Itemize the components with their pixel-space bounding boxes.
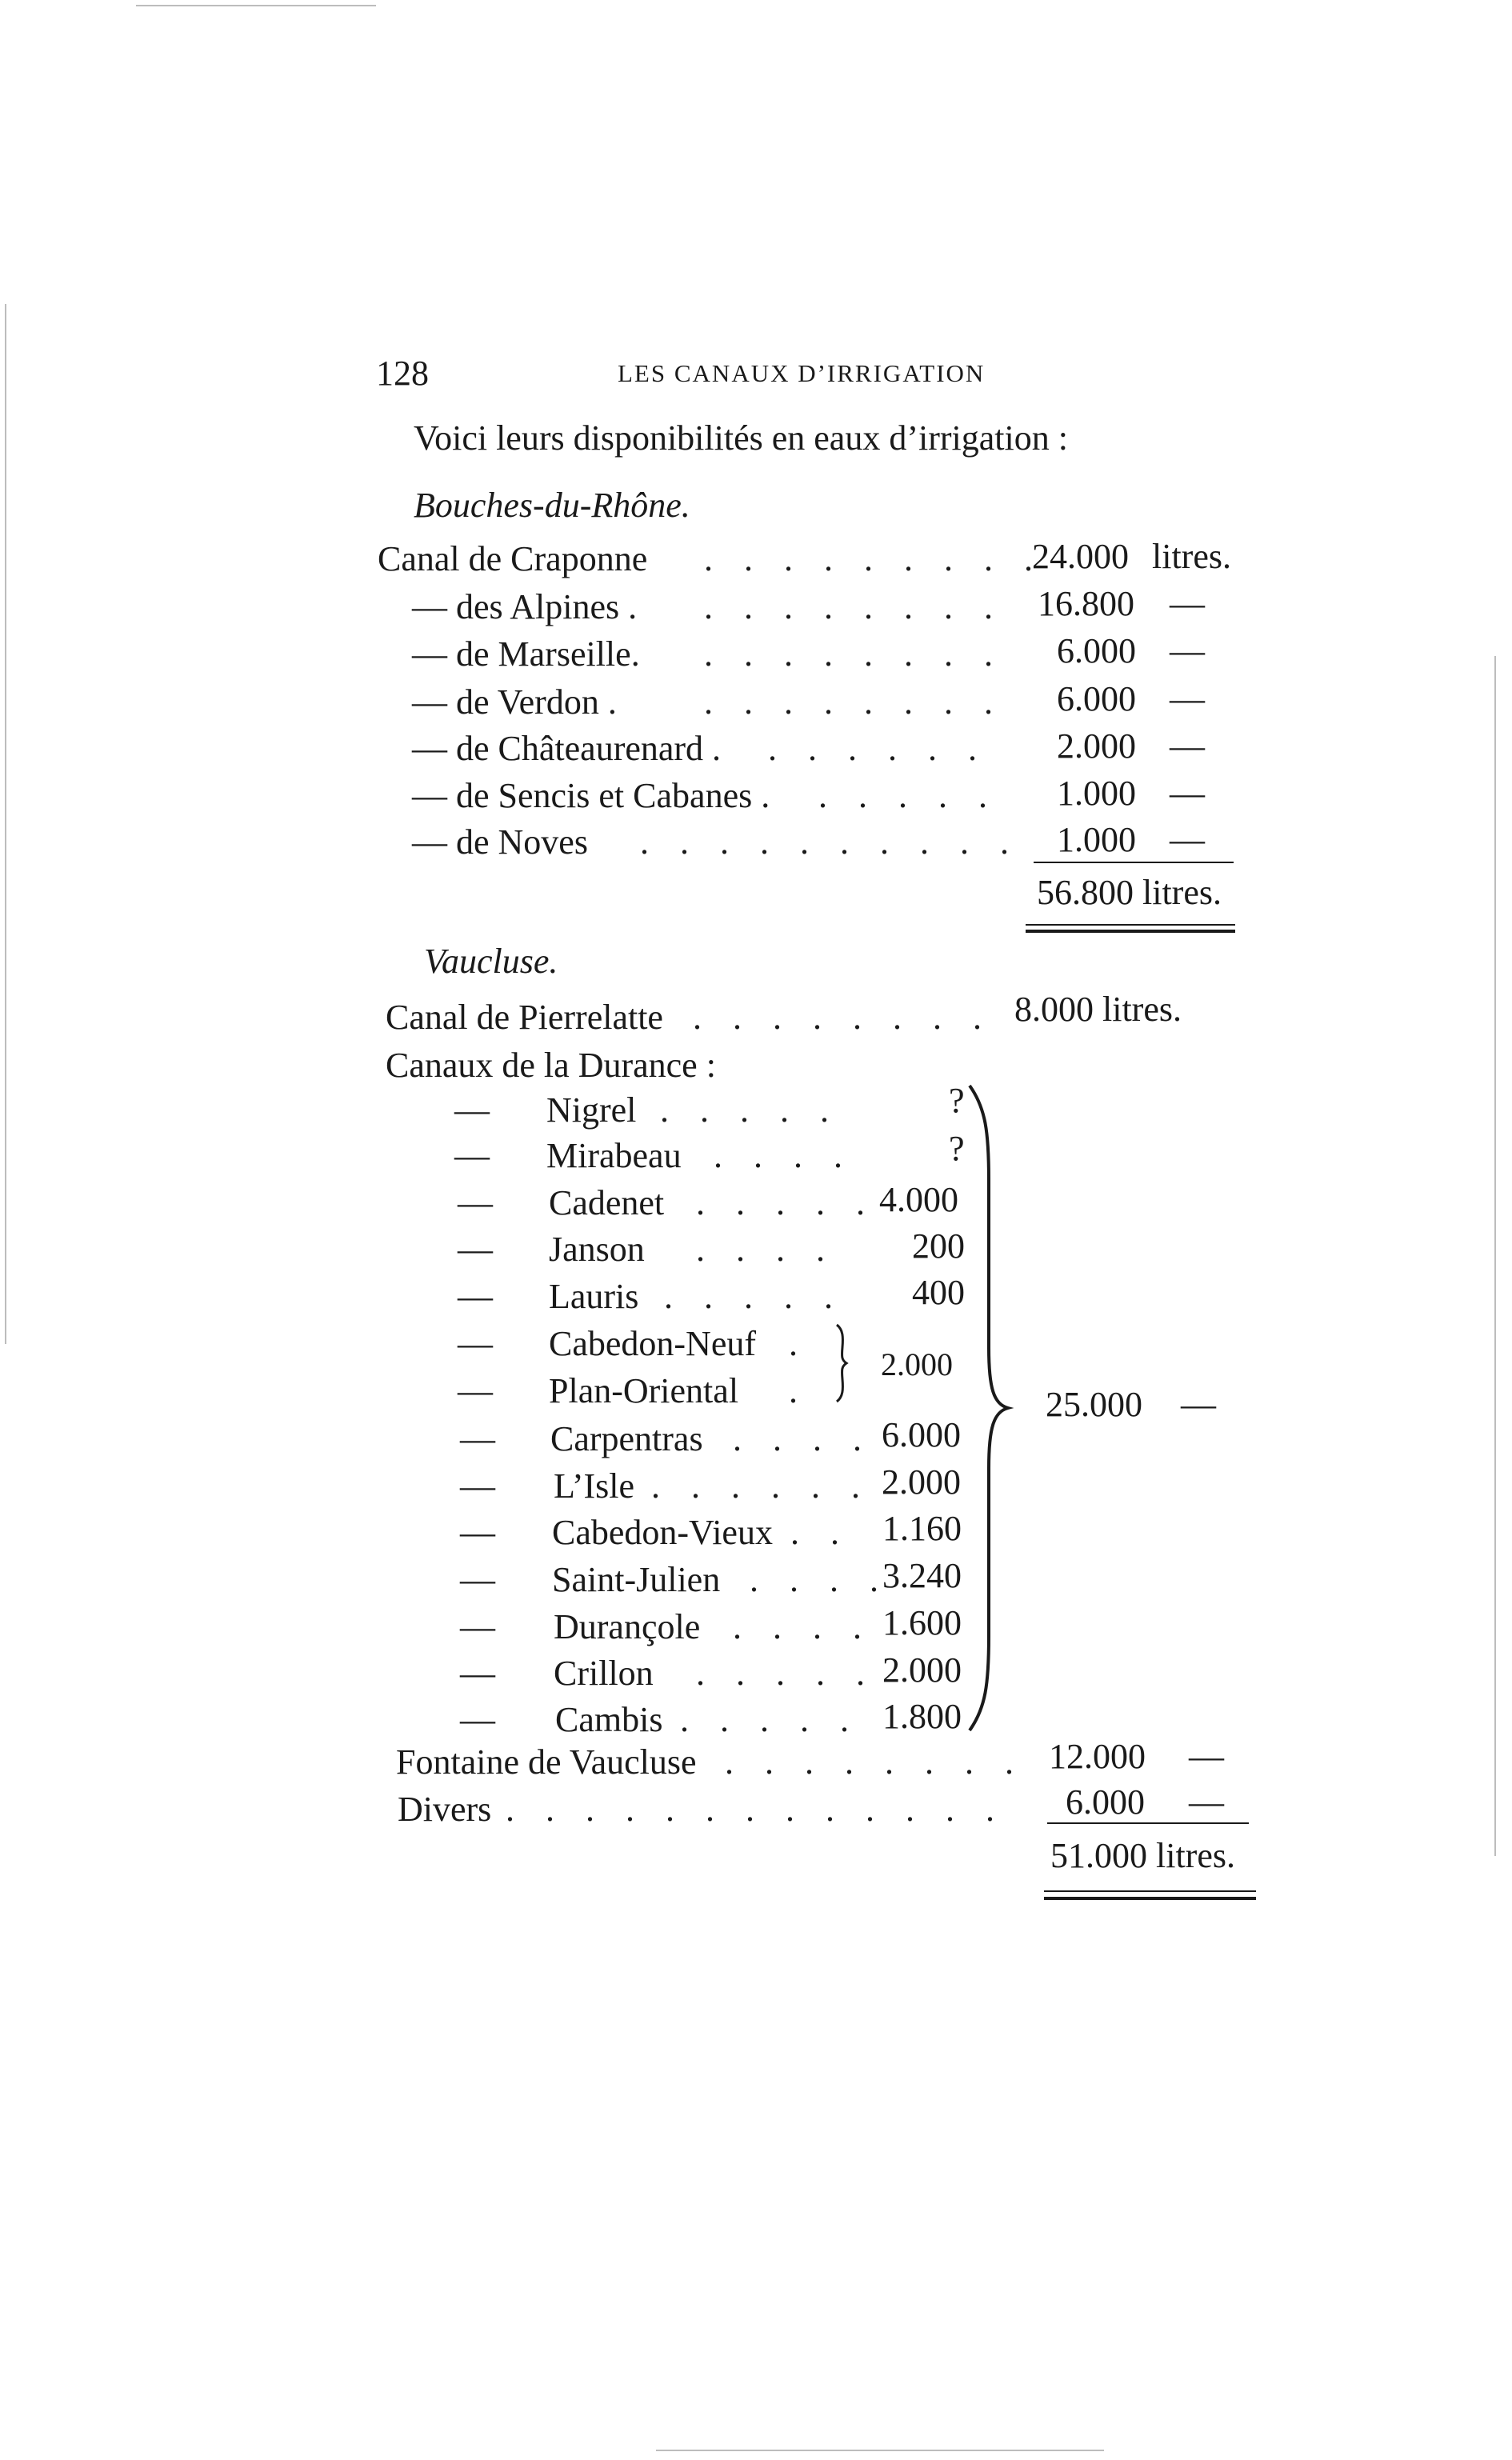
row-unit: litres.	[1152, 537, 1231, 576]
row-value: 1.800	[882, 1697, 962, 1736]
row-dash: —	[458, 1324, 493, 1363]
row-label: — des Alpines .	[412, 587, 638, 626]
leader-dots: . . . .	[714, 1136, 854, 1175]
row-label: Saint-Julien	[552, 1560, 721, 1599]
total-double-rule	[1026, 930, 1235, 933]
section-heading-vaucluse: Vaucluse.	[424, 942, 558, 981]
row-value: 2.000	[882, 1462, 961, 1502]
row-label: — de Marseille.	[412, 634, 640, 674]
row-unit: —	[1170, 820, 1205, 859]
row-label: — de Châteaurenard .	[412, 729, 722, 768]
leader-dots: . .	[790, 1513, 850, 1552]
total-double-rule	[1044, 1897, 1256, 1900]
leader-dots: . . . . . . . .	[704, 634, 1004, 674]
row-label: Fontaine de Vaucluse	[396, 1742, 697, 1782]
durance-heading: Canaux de la Durance :	[386, 1046, 716, 1085]
leader-dots: . . . . .	[696, 1183, 876, 1222]
leader-dots: . . . . .	[660, 1090, 840, 1130]
section-total: 56.800 litres.	[1037, 873, 1222, 912]
row-unit: —	[1170, 774, 1205, 813]
row-label: Carpentras	[550, 1419, 703, 1458]
scan-edge-right	[1494, 656, 1496, 1856]
leader-dots: . . . . . . . .	[693, 998, 993, 1037]
row-dash: —	[454, 1136, 490, 1175]
row-dash: —	[458, 1277, 493, 1316]
row-label: — de Verdon .	[412, 682, 617, 722]
row-label: Mirabeau	[546, 1136, 682, 1175]
leader-dots: . . . . .	[818, 776, 998, 815]
row-dash: —	[458, 1230, 493, 1269]
total-double-rule	[1044, 1890, 1256, 1892]
row-dash: —	[460, 1607, 495, 1646]
row-dash: —	[454, 1090, 490, 1130]
leader-dots: . . . .	[696, 1230, 836, 1269]
row-dash: —	[458, 1371, 493, 1410]
row-value: 6.000	[1066, 1782, 1145, 1822]
row-unit: —	[1170, 726, 1205, 766]
row-unit: —	[1170, 631, 1205, 670]
row-label: Canal de Pierrelatte	[386, 998, 663, 1037]
row-unit: —	[1189, 1737, 1224, 1776]
row-unit: —	[1170, 679, 1205, 718]
leader-dots: .	[789, 1371, 809, 1410]
intro-text: Voici leurs disponibilités en eaux d’irrigation :	[414, 418, 1068, 458]
row-label: Canal de Craponne	[378, 539, 648, 578]
row-value: 1.000	[1057, 774, 1136, 813]
row-label: Cambis	[555, 1700, 663, 1739]
row-dash: —	[460, 1700, 495, 1739]
section-heading-bouches-du-rhone: Bouches-du-Rhône.	[414, 486, 690, 525]
row-label: L’Isle	[554, 1466, 635, 1506]
leader-dots: . . . .	[733, 1607, 873, 1646]
row-value: 1.600	[882, 1603, 962, 1642]
leader-dots: . . . . . .	[651, 1466, 871, 1506]
leader-dots: . . . . .	[664, 1277, 844, 1316]
scan-edge-bottom	[656, 2450, 1104, 2451]
leader-dots: . . . .	[750, 1560, 890, 1599]
row-value: 1.000	[1057, 820, 1136, 859]
leader-dots: . . . . . . . .	[704, 587, 1004, 626]
scan-edge-top	[136, 5, 376, 6]
leader-dots: . . . .	[733, 1419, 873, 1458]
durance-total-unit: —	[1181, 1385, 1216, 1424]
row-label: Plan-Oriental	[549, 1371, 739, 1410]
row-value: 2.000	[1057, 726, 1136, 766]
leader-dots: . . . . . . . . . . . . .	[506, 1790, 1006, 1829]
row-unit: —	[1170, 584, 1205, 623]
row-value: 6.000	[882, 1415, 961, 1454]
row-label: Divers	[398, 1790, 492, 1829]
durance-brace	[966, 1084, 1014, 1732]
row-value: ?	[949, 1081, 965, 1120]
row-label: Cadenet	[549, 1183, 665, 1222]
row-label: Nigrel	[546, 1090, 637, 1130]
row-value: 400	[912, 1273, 965, 1312]
row-dash: —	[460, 1654, 495, 1693]
sum-rule	[1047, 1822, 1249, 1824]
leader-dots: . . . . .	[680, 1700, 860, 1739]
row-value: 2.000	[882, 1650, 962, 1690]
leader-dots: . . . . . . . .	[725, 1742, 1025, 1782]
pair-brace	[832, 1323, 850, 1403]
leader-dots: .	[789, 1324, 809, 1363]
durance-total: 25.000	[1046, 1385, 1142, 1424]
row-dash: —	[460, 1513, 495, 1552]
section-total: 51.000 litres.	[1050, 1836, 1235, 1875]
row-value: 3.240	[882, 1556, 962, 1595]
row-value: 200	[912, 1226, 965, 1266]
page-number: 128	[376, 354, 429, 393]
leader-dots: . . . . . . . .	[704, 682, 1004, 722]
row-value: 6.000	[1057, 631, 1136, 670]
total-double-rule	[1026, 924, 1235, 926]
row-label: — de Sencis et Cabanes .	[412, 776, 770, 815]
sum-rule	[1034, 862, 1234, 863]
row-value: 12.000	[1049, 1737, 1146, 1776]
row-dash: —	[458, 1183, 493, 1222]
row-value: 1.160	[882, 1509, 962, 1548]
leader-dots: . . . . . .	[768, 729, 988, 768]
row-label: Crillon	[554, 1654, 654, 1693]
pair-value: 2.000	[881, 1346, 953, 1382]
row-label: Cabedon-Vieux	[552, 1513, 773, 1552]
scan-edge-left	[5, 304, 6, 1344]
leader-dots: . . . . .	[696, 1654, 876, 1693]
row-label: Durançole	[554, 1607, 701, 1646]
row-value: 24.000	[1032, 537, 1129, 576]
row-value: 6.000	[1057, 679, 1136, 718]
row-value: 4.000	[879, 1180, 958, 1219]
row-dash: —	[460, 1466, 495, 1506]
leader-dots: . . . . . . . . . .	[640, 822, 1020, 862]
row-label: Lauris	[549, 1277, 639, 1316]
row-label: — de Noves	[412, 822, 588, 862]
running-title: LES CANAUX D’IRRIGATION	[618, 359, 986, 387]
row-label: Janson	[549, 1230, 645, 1269]
row-value: 8.000 litres.	[1014, 990, 1182, 1029]
row-value: 16.800	[1038, 584, 1134, 623]
row-value: ?	[949, 1129, 965, 1168]
row-label: Cabedon-Neuf	[549, 1324, 757, 1363]
row-unit: —	[1189, 1782, 1224, 1822]
row-dash: —	[460, 1560, 495, 1599]
row-dash: —	[460, 1419, 495, 1458]
leader-dots: . . . . . . . . .	[704, 539, 1044, 578]
